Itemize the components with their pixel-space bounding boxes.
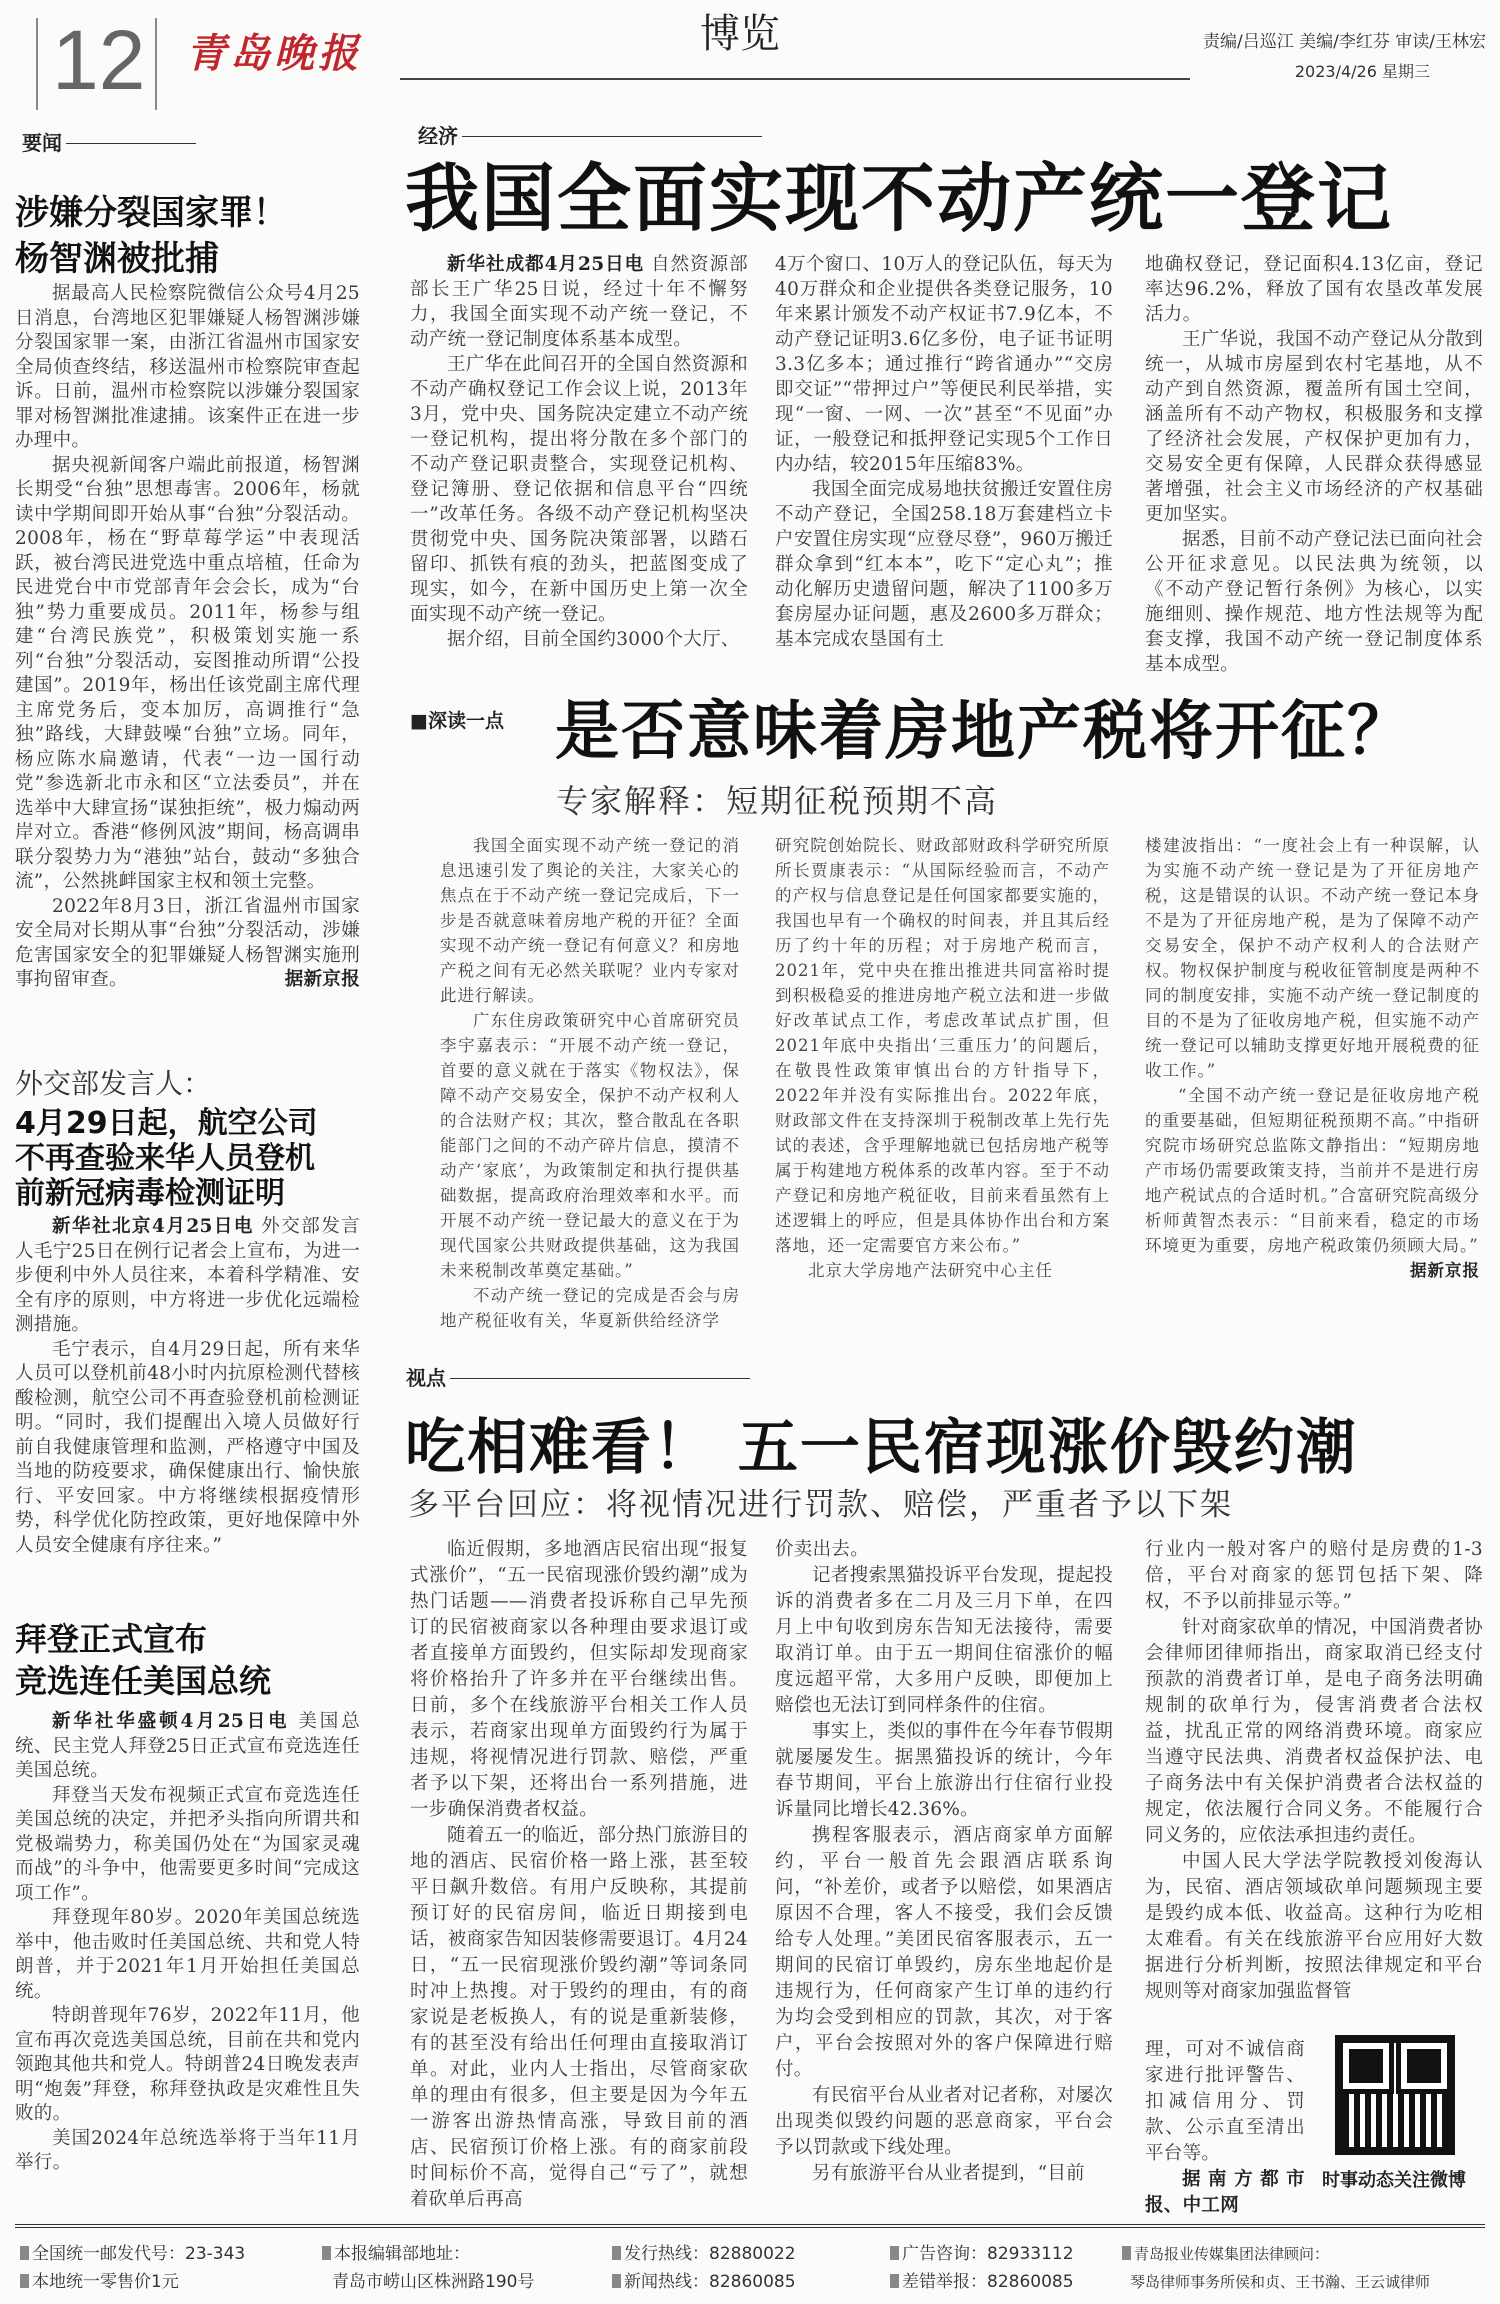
section-title: 博览 bbox=[700, 11, 780, 57]
article2-headline: 是否意味着房地产税将开征？ bbox=[555, 695, 1413, 769]
paragraph: 针对商家砍单的情况，中国消费者协会律师团律师指出，商家取消已经支付预款的消费者订单，是电子商务法明确规制的砍单行为，侵害消费者合法权益，扰乱正常的网络消费环境。商家应当遵守民法典、消费者权益保护法、电子商务法中有关保护消费者合法权益的规定，依法履行合同义务。不能履行合同义务的，应依法承担违约责任。 bbox=[1145, 1617, 1483, 1846]
paragraph-text: 2022年8月3日，浙江省温州市国家安全局对长期从事“台独”分裂活动，涉嫌危害国家安全的犯罪嫌疑人杨智渊实施刑事拘留审查。 bbox=[15, 895, 360, 990]
label-rule bbox=[462, 136, 762, 137]
paragraph bbox=[15, 895, 360, 993]
source-credit: 据新京报 bbox=[284, 969, 360, 990]
footer-text: 青岛市崂山区株洲路190号 bbox=[332, 2272, 535, 2292]
article1-headline: 我国全面实现不动产统一登记 bbox=[405, 156, 1393, 242]
footer-text: 青岛报业传媒集团法律顾问： bbox=[1134, 2245, 1330, 2263]
footer-text: 发行热线：82880022 bbox=[624, 2244, 796, 2264]
headline-line: 杨智渊被批捕 bbox=[15, 239, 219, 279]
paragraph: 另有旅游平台从业者提到，“目前 bbox=[812, 2163, 1085, 2184]
footer-text: 本报编辑部地址： bbox=[334, 2244, 470, 2264]
section-label-economy bbox=[418, 126, 762, 146]
paragraph: 事实上，类似的事件在今年春节假期就屡屡发生。据黑猫投诉的统计，今年春节期间，平台上旅游出行住宿行业投诉量同比增长42.36%。 bbox=[775, 1721, 1113, 1820]
paragraph: 地确权登记，登记面积4.13亿亩，登记率达96.2%，释放了国有农垦改革发展活力。 bbox=[1145, 254, 1483, 325]
paragraph bbox=[15, 1215, 360, 1338]
paragraph: 据悉，目前不动产登记法已面向社会公开征求意见。以民法典为统领，以《不动产登记暂行条例》为核心，以实施细则、操作规范、地方性法规等为配套支撑，我国不动产统一登记制度体系基本成型。 bbox=[1145, 529, 1483, 675]
section-label-deep-read: ■深读一点 bbox=[410, 710, 504, 732]
paragraph: 我国全面完成易地扶贫搬迁安置住房不动产登记，全国258.18万套建档立卡户安置住房实现“应登尽登”，960万搬迁群众拿到“红本本”，吃下“定心丸”；推动化解历史遗留问题，解决了1100多万套房屋办证问题，惠及2600多万群众；基本完成农垦国有土 bbox=[775, 479, 1113, 650]
bullet-icon bbox=[20, 2274, 29, 2288]
bullet-icon bbox=[612, 2274, 621, 2288]
footer-ads bbox=[890, 2240, 1074, 2296]
dateline: 新华社成都4月25日电 bbox=[447, 254, 645, 275]
paragraph: 据介绍，目前全国约3000个大厅、 bbox=[447, 629, 740, 650]
paragraph bbox=[1145, 1083, 1480, 1280]
left-story-2-body bbox=[15, 1215, 360, 1558]
headline-line: 涉嫌分裂国家罪！ bbox=[15, 193, 287, 233]
bullet-icon bbox=[612, 2246, 621, 2260]
paragraph: 理，可对不诚信商家进行批评警告、扣减信用分、罚款、公示直至清出平台等。 bbox=[1145, 2039, 1305, 2164]
dateline: 新华社华盛顿4月25日电 bbox=[52, 1711, 290, 1732]
issue-date: 2023/4/26 星期三 bbox=[1294, 62, 1430, 81]
paragraph: 临近假期，多地酒店民宿出现“报复式涨价”，“五一民宿现涨价毁约潮”成为热门话题——消费者投诉称自己早先预订的民宿被商家以各种理由要求退订或者直接单方面毁约，但实际却发现商家将价格抬升了许多并在平台继续出售。日前，多个在线旅游平台相关工作人员表示，若商家出现单方面毁约行为属于违规，将视情况进行罚款、赔偿，严重者予以下架，还将出台一系列措施，进一步确保消费者权益。 bbox=[410, 1539, 748, 1820]
source-credit: 据南方都市报、中工网 bbox=[1145, 2169, 1305, 2216]
paragraph: 据最高人民检察院微信公众号4月25日消息，台湾地区犯罪嫌疑人杨智渊涉嫌分裂国家罪一案，由浙江省温州市国家安全局侦查终结，移送温州市检察院审查起诉。日前，温州市检察院以涉嫌分裂国家罪对杨智渊批准逮捕。该案件正在进一步办理中。 bbox=[15, 283, 360, 451]
headline-line: 拜登正式宣布 bbox=[15, 1620, 208, 1658]
article3-headline: 吃相难看！ 五一民宿现涨价毁约潮 bbox=[405, 1413, 1358, 1483]
article3-column-2 bbox=[775, 1537, 1113, 2187]
paragraph: 王广华在此间召开的全国自然资源和不动产确权登记工作会议上说，2013年3月，党中央、国务院决定建立不动产统一登记机构，提出将分散在多个部门的不动产登记职责整合，实现登记机构、登记簿册、登记依据和信息平台“四统一”改革任务。各级不动产登记机构坚决贯彻党中央、国务院决策部署，以踏石留印、抓铁有痕的劲头，把蓝图变成了现实，如今，在新中国历史上第一次全面实现不动产统一登记。 bbox=[410, 354, 748, 625]
headline-line: 4月29日起，航空公司 bbox=[15, 1106, 318, 1141]
paragraph: 价卖出去。 bbox=[775, 1539, 870, 1560]
paragraph: 毛宁表示，自4月29日起，所有来华人员可以登机前48小时内抗原检测代替核酸检测，航空公司不再查验登机前检测证明。“同时，我们提醒出入境人员做好行前自我健康管理和监测，严格遵守中国及当地的防疫要求，确保健康出行、愉快旅行、平安回家。中方将继续根据疫情形势，科学优化防控政策，更好地保障中外人员安全健康有序往来。” bbox=[15, 1338, 360, 1556]
bullet-icon bbox=[890, 2246, 899, 2260]
label-text: 经济 bbox=[418, 124, 458, 148]
bullet-icon bbox=[1122, 2246, 1131, 2260]
footer-text: 本地统一零售价1元 bbox=[32, 2272, 179, 2292]
editor-credits: 责编/吕巡江 美编/李红芬 审读/王林宏 bbox=[1203, 32, 1486, 52]
paragraph: 楼建波指出：“一度社会上有一种误解，认为实施不动产统一登记是为了开征房地产税，这是错误的认识。不动产统一登记本身不是为了开征房地产税，是为了保障不动产交易安全，保护不动产权利人的合法财产权。物权保护制度与税收征管制度是两种不同的制度安排，实施不动产统一登记制度的目的不是为了征收房地产税，但实施不动产统一登记可以辅助支撑更好地开展税费的征收工作。” bbox=[1145, 836, 1480, 1080]
paragraph-text: “全国不动产统一登记是征收房地产税的重要基础，但短期征税预期不高。”中指研究院市场研究总监陈文静指出：“短期房地产市场仍需要政策支持，当前并不是进行房地产税试点的合适时机。”合富研究院高级分析师黄智杰表示：“目前来看，稳定的市场环境更为重要，房地产税政策仍须顾大局。” bbox=[1145, 1086, 1480, 1255]
paragraph-text: 美国总统、民主党人拜登25日正式宣布竞选连任美国总统。 bbox=[15, 1711, 361, 1781]
footer-postal bbox=[20, 2240, 245, 2296]
paragraph: 行业内一般对客户的赔付是房费的1-3倍，平台对商家的惩罚包括下架、降权，不予以前排显示等。” bbox=[1145, 1539, 1483, 1612]
label-text: 要闻 bbox=[22, 131, 62, 155]
bullet-icon bbox=[322, 2246, 331, 2260]
source-credit: 据新京报 bbox=[1410, 1261, 1480, 1280]
article2-column-2 bbox=[775, 833, 1110, 1283]
footer-hotlines bbox=[612, 2240, 796, 2296]
footer-text: 琴岛律师事务所侯和贞、王书瀚、王云诚律师 bbox=[1130, 2273, 1431, 2291]
paragraph: 广东住房政策研究中心首席研究员李宇嘉表示：“开展不动产统一登记，首要的意义就在于落实《物权法》，保障不动产交易安全，保护不动产权利人的合法财产权；其次，整合散乱在各职能部门之间的不动产碎片信息，摸清不动产‘家底’，为政策制定和执行提供基础数据，提高政府治理效率和水平。而开展不动产统一登记最大的意义在于为现代国家公共财政提供基础，这为我国未来税制改革奠定基础。” bbox=[440, 1011, 740, 1280]
footer-rule bbox=[15, 2224, 1485, 2230]
bullet-icon bbox=[890, 2274, 899, 2288]
label-rule bbox=[450, 1378, 750, 1379]
article3-subtitle: 多平台回应：将视情况进行罚款、赔偿，严重者予以下架 bbox=[408, 1487, 1233, 1523]
article2-column-1 bbox=[440, 833, 740, 1333]
article3-column-1 bbox=[410, 1537, 748, 2213]
header-rule bbox=[400, 78, 1190, 80]
footer-text: 新闻热线：82860085 bbox=[624, 2272, 796, 2292]
article3-column-3 bbox=[1145, 1537, 1483, 2005]
bullet-icon bbox=[20, 2246, 29, 2260]
article1-column-3 bbox=[1145, 252, 1483, 677]
left-headline-1 bbox=[15, 190, 287, 282]
paragraph: 美国2024年总统选举将于当年11月举行。 bbox=[15, 2127, 360, 2173]
left-story-1-body bbox=[15, 282, 360, 993]
section-label-viewpoint bbox=[406, 1368, 750, 1388]
paragraph: 携程客服表示，酒店商家单方面解约，平台一般首先会跟酒店联系询问，“补差价，或者予以赔偿，如果酒店原因不合理，客人不接受，我们会反馈给专人处理。”美团民宿客服表示，五一期间的民宿订单毁约，房东坐地起价是违规行为，任何商家产生订单的违约行为均会受到相应的罚款，其次，对于客户，平台会按照对外的客户保障进行赔付。 bbox=[775, 1825, 1113, 2080]
paragraph: 4万个窗口、10万人的登记队伍，每天为40万群众和企业提供各类登记服务，10年来累计颁发不动产权证书7.9亿本，不动产登记证明3.6亿多份，电子证书证明3.3亿多本；通过推行“跨省通办”“交房即交证”“带押过户”等便民利民举措，实现“一窗、一网、一次”甚至“不见面”办证，一般登记和抵押登记实现5个工作日内办结，较2015年压缩83%。 bbox=[775, 254, 1113, 475]
article1-column-1 bbox=[410, 252, 748, 652]
left-story-3-body bbox=[15, 1710, 360, 2176]
paragraph: 拜登当天发布视频正式宣布竞选连任美国总统的决定，并把矛头指向所谓共和党极端势力，称美国仍处在“为国家灵魂而战”的斗争中，他需要更多时间“完成这项工作”。 bbox=[15, 1784, 360, 1904]
headline-line: 前新冠病毒检测证明 bbox=[15, 1176, 285, 1211]
paragraph-text: 自然资源部部长王广华25日说，经过十年不懈努力，我国全面实现不动产统一登记，不动产统一登记制度体系基本成型。 bbox=[410, 254, 748, 350]
article2-column-3 bbox=[1145, 833, 1480, 1283]
paragraph bbox=[410, 252, 748, 352]
paragraph: 有民宿平台从业者对记者称，对屡次出现类似毁约问题的恶意商家，平台会予以罚款或下线处理。 bbox=[775, 2085, 1113, 2158]
qr-caption: 时事动态关注微博 bbox=[1322, 2170, 1466, 2191]
left-kicker: 外交部发言人： bbox=[15, 1067, 212, 1100]
left-headline-2 bbox=[15, 1106, 318, 1211]
paragraph-text: 外交部发言人毛宁25日在例行记者会上宣布，为进一步便利中外人员往来，本着科学精准、安全有序的原则，中方将进一步优化远端检测措施。 bbox=[15, 1216, 360, 1335]
paragraph: 不动产统一登记的完成是否会与房地产税征收有关，华夏新供给经济学 bbox=[440, 1286, 740, 1330]
article3-column-3-tail bbox=[1145, 2037, 1305, 2219]
paragraph: 研究院创始院长、财政部财政科学研究所原所长贾康表示：“从国际经验而言，不动产的产权与信息登记是任何国家都要实施的，我国也早有一个确权的时间表，并且其后经历了约十年的历程；对于房地产税而言，2021年，党中央在推出推进共同富裕时提到积极稳妥的推进房地产税立法和进一步做好改革试点工作，考虑改革试点扩围，但2021年底中央指出‘三重压力’的问题后，在敬畏性政策审慎出台的方针指导下，2022年并没有实际推出台。2022年底，财政部文件在支持深圳于税制改革上先行先试的表述，含乎理解地就已包括房地产税等属于构建地方税体系的改革内容。至于不动产登记和房地产税征收，目前来看虽然有上述逻辑上的呼应，但是具体协作出台和方案落地，还一定需要官方来公布。” bbox=[775, 836, 1110, 1255]
paragraph: 特朗普现年76岁，2022年11月，他宣布再次竞选美国总统，目前在共和党内领跑其他共和党人。特朗普24日晚发表声明“炮轰”拜登，称拜登执政是灾难性且失败的。 bbox=[15, 2005, 360, 2124]
paragraph: 据央视新闻客户端此前报道，杨智渊长期受“台独”思想毒害。2006年，杨就读中学期间即开始从事“台独”分裂活动。2008年，杨在“野草莓学运”中表现活跃，被台湾民进党选中重点培植，任命为民进党台中市党部青年会会长，成为“台独”势力重要成员。2011年，杨参与组建“台湾民族党”，积极策划实施一系列“台独”分裂活动，妄图推动所谓“公投建国”。2019年，杨出任该党副主席代理主席党务后，变本加厉，高调推行“急独”路线，大肆鼓噪“台独”立场。同年，杨应陈水扁邀请，代表“一边一国行动党”参选新北市永和区“立法委员”，并在选举中大肆宣扬“谋独拒统”，极力煽动两岸对立。香港“修例风波”期间，杨高调串联分裂势力为“港独”站台，鼓动“多独合流”，公然挑衅国家主权和领土完整。 bbox=[15, 454, 360, 892]
paragraph: 北京大学房地产法研究中心主任 bbox=[808, 1261, 1053, 1280]
label-rule bbox=[66, 143, 196, 144]
article2-subtitle: 专家解释：短期征税预期不高 bbox=[556, 782, 999, 820]
article1-column-2 bbox=[775, 252, 1113, 652]
headline-line: 竞选连任美国总统 bbox=[15, 1662, 272, 1700]
paragraph: 中国人民大学法学院教授刘俊海认为，民宿、酒店领域砍单问题频现主要是毁约成本低、收益高。这种行为吃相太难看。有关在线旅游平台应用好大数据进行分析判断，按照法律规定和平台规则等对商家加强监督管 bbox=[1145, 1851, 1483, 2002]
paragraph: 拜登现年80岁。2020年美国总统选举中，他击败时任美国总统、共和党人特朗普，并于2021年1月开始担任美国总统。 bbox=[15, 1907, 360, 2002]
dateline: 新华社北京4月25日电 bbox=[52, 1216, 254, 1237]
footer-text: 广告咨询：82933112 bbox=[902, 2244, 1074, 2264]
paragraph: 王广华说，我国不动产登记从分散到统一，从城市房屋到农村宅基地，从不动产到自然资源，覆盖所有国土空间，涵盖所有不动产物权，积极服务和支撑了经济社会发展，产权保护更加有力，交易安全更有保障，人民群众获得感显著增强，社会主义市场经济的产权基础更加坚实。 bbox=[1145, 329, 1483, 525]
newspaper-logo: 青岛晚报 bbox=[186, 30, 362, 77]
footer-text: 全国统一邮发代号：23-343 bbox=[32, 2244, 246, 2264]
footer-address bbox=[322, 2240, 534, 2296]
page-number: 12 bbox=[36, 18, 157, 110]
paragraph: 随着五一的临近，部分热门旅游目的地的酒店、民宿价格一路上涨，甚至较平日飙升数倍。有用户反映称，其提前预订好的民宿房间，临近日期接到电话，被商家告知因装修需要退订。4月24日，“五一民宿现涨价毁约潮”等词条同时冲上热搜。对于毁约的理由，有的商家说是老板换人，有的说是重新装修，有的甚至没有给出任何理由直接取消订单。对此，业内人士指出，尽管商家砍单的理由有很多，但主要是因为今年五一游客出游热情高涨，导致目前的酒店、民宿预订价格上涨。有的商家前段时间标价不高，觉得自己“亏了”，就想着砍单后再高 bbox=[410, 1825, 748, 2210]
footer-text: 差错举报：82860085 bbox=[902, 2272, 1074, 2292]
headline-line: 不再查验来华人员登机 bbox=[15, 1141, 315, 1176]
label-text: 视点 bbox=[406, 1366, 446, 1390]
footer-legal bbox=[1122, 2240, 1430, 2296]
qr-code-icon[interactable] bbox=[1335, 2035, 1455, 2155]
paragraph bbox=[15, 1710, 360, 1784]
paragraph: 记者搜索黑猫投诉平台发现，提起投诉的消费者多在二月及三月下单，在四月上中旬收到房东告知无法接待，需要取消订单。由于五一期间住宿涨价的幅度远超平常，大多用户反映，即便加上赔偿也无法订到同样条件的住宿。 bbox=[775, 1565, 1113, 1716]
section-label-news bbox=[22, 133, 196, 153]
paragraph: 我国全面实现不动产统一登记的消息迅速引发了舆论的关注，大家关心的焦点在于不动产统一登记完成后，下一步是否就意味着房地产税的开征？全面实现不动产统一登记有何意义？和房地产税之间有无必然关联呢？业内专家对此进行解读。 bbox=[440, 836, 740, 1005]
left-headline-3 bbox=[15, 1618, 271, 1702]
